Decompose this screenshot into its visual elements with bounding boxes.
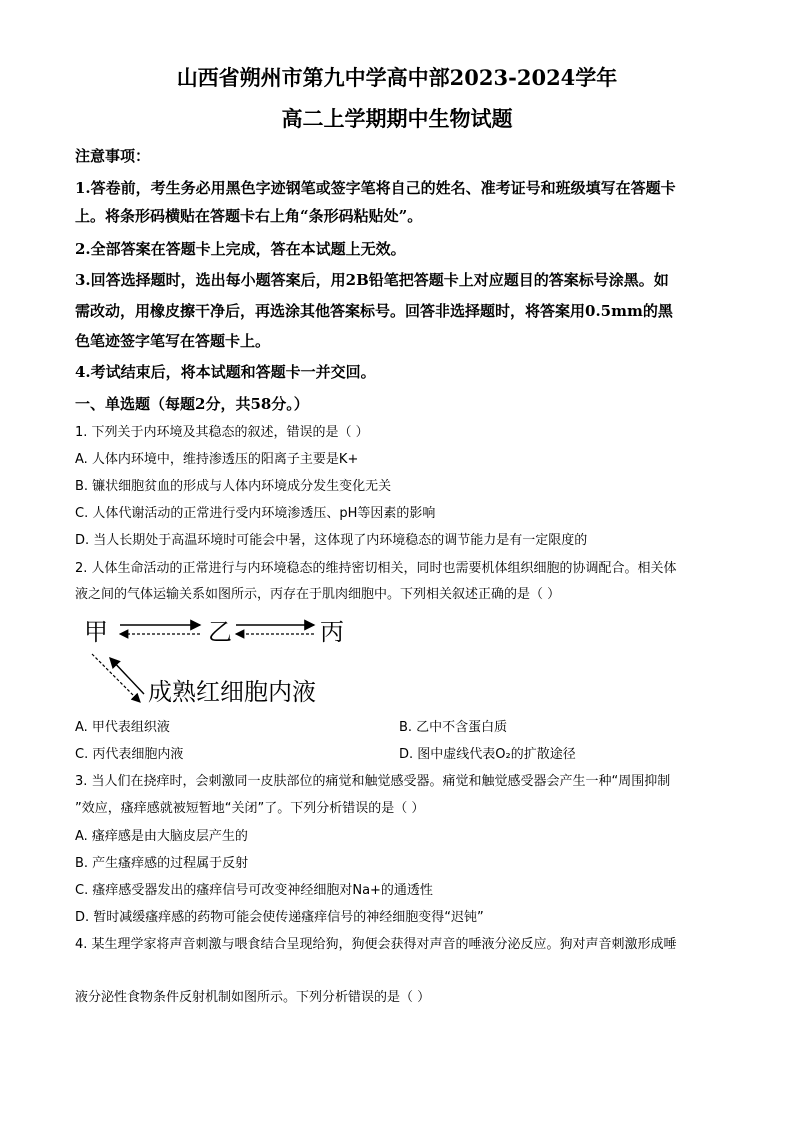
body-fluid-diagram — [80, 612, 360, 712]
q3-option-a: A. 瘙痒感是由大脑皮层产生的 — [75, 829, 248, 844]
q3-option-c: C. 瘙痒感受器发出的瘙痒信号可改变神经细胞对Na+的通透性 — [75, 883, 433, 898]
page-title-line2: 高二上学期期中生物试题 — [281, 106, 513, 131]
notice-item-4: 4.考试结束后，将本试题和答题卡一并交回。 — [75, 363, 376, 381]
notice-item-3: 3.回答选择题时，选出每小题答案后，用2B铅笔把答题卡上对应题目的答案标号涂黑。如 — [75, 271, 669, 289]
label-rbc-fluid: 成熟红细胞内液 — [148, 678, 316, 706]
q2-option-c: C. 丙代表细胞内液 — [75, 747, 184, 762]
q2-option-d: D. 图中虚线代表O₂的扩散途径 — [399, 747, 576, 762]
dashed-arrow-jia-to-rbc — [92, 654, 140, 702]
section-heading: 一、单选题（每题2分，共58分。） — [75, 395, 309, 413]
q1-option-a: A. 人体内环境中，维持渗透压的阳离子主要是K+ — [75, 452, 359, 467]
notice-item-1: 1.答卷前，考生务必用黑色字迹钢笔或签字笔将自己的姓名、准考证号和班级填写在答题卡 — [75, 179, 676, 197]
q1-option-b: B. 镰状细胞贫血的形成与人体内环境成分发生变化无关 — [75, 479, 392, 494]
q1-stem: 1. 下列关于内环境及其稳态的叙述，错误的是（ ） — [75, 425, 369, 440]
q1-option-d: D. 当人长期处于高温环境时可能会中暑，这体现了内环境稳态的调节能力是有一定限度的 — [75, 533, 588, 548]
arrow-rbc-to-jia — [110, 658, 144, 694]
q3-stem-line2: ”效应，瘙痒感就被短暂地“关闭”了。下列分析错误的是（ ） — [75, 801, 425, 816]
label-bing: 丙 — [320, 618, 344, 646]
q2-stem-line2: 液之间的气体运输关系如图所示，丙存在于肌肉细胞中。下列相关叙述正确的是（ ） — [75, 587, 561, 602]
q3-option-d: D. 暂时减缓瘙痒感的药物可能会使传递瘙痒信号的神经细胞变得“迟钝” — [75, 910, 484, 925]
q3-stem-line1: 3. 当人们在挠痒时，会刺激同一皮肤部位的痛觉和触觉感受器。痛觉和触觉感受器会产生一种“周围抑制 — [75, 774, 671, 789]
q2-option-a: A. 甲代表组织液 — [75, 720, 170, 735]
notice-item-1-cont: 上。将条形码横贴在答题卡右上角“条形码粘贴处”。 — [75, 207, 423, 225]
q4-stem-line2: 液分泌性食物条件反射机制如图所示。下列分析错误的是（ ） — [75, 990, 431, 1005]
notice-item-3-cont2: 色笔迹签字笔写在答题卡上。 — [75, 332, 271, 350]
notice-item-2: 2.全部答案在答题卡上完成，答在本试题上无效。 — [75, 240, 406, 258]
page-title-line1: 山西省朔州市第九中学高中部2023-2024学年 — [176, 65, 618, 90]
notice-item-3-cont: 需改动，用橡皮擦干净后，再选涂其他答案标号。回答非选择题时，将答案用0.5mm的黑 — [75, 302, 673, 320]
q1-option-c: C. 人体代谢活动的正常进行受内环境渗透压、pH等因素的影响 — [75, 506, 436, 521]
q2-stem-line1: 2. 人体生命活动的正常进行与内环境稳态的维持密切相关，同时也需要机体组织细胞的协调配合。相关体 — [75, 561, 677, 576]
q4-stem-line1: 4. 某生理学家将声音刺激与喂食结合呈现给狗，狗便会获得对声音的唾液分泌反应。狗对声音刺激形成唾 — [75, 937, 677, 952]
q2-option-b: B. 乙中不含蛋白质 — [399, 720, 508, 735]
notice-heading: 注意事项： — [75, 147, 151, 165]
q3-option-b: B. 产生瘙痒感的过程属于反射 — [75, 856, 249, 871]
label-yi: 乙 — [208, 618, 232, 646]
label-jia: 甲 — [84, 618, 108, 646]
